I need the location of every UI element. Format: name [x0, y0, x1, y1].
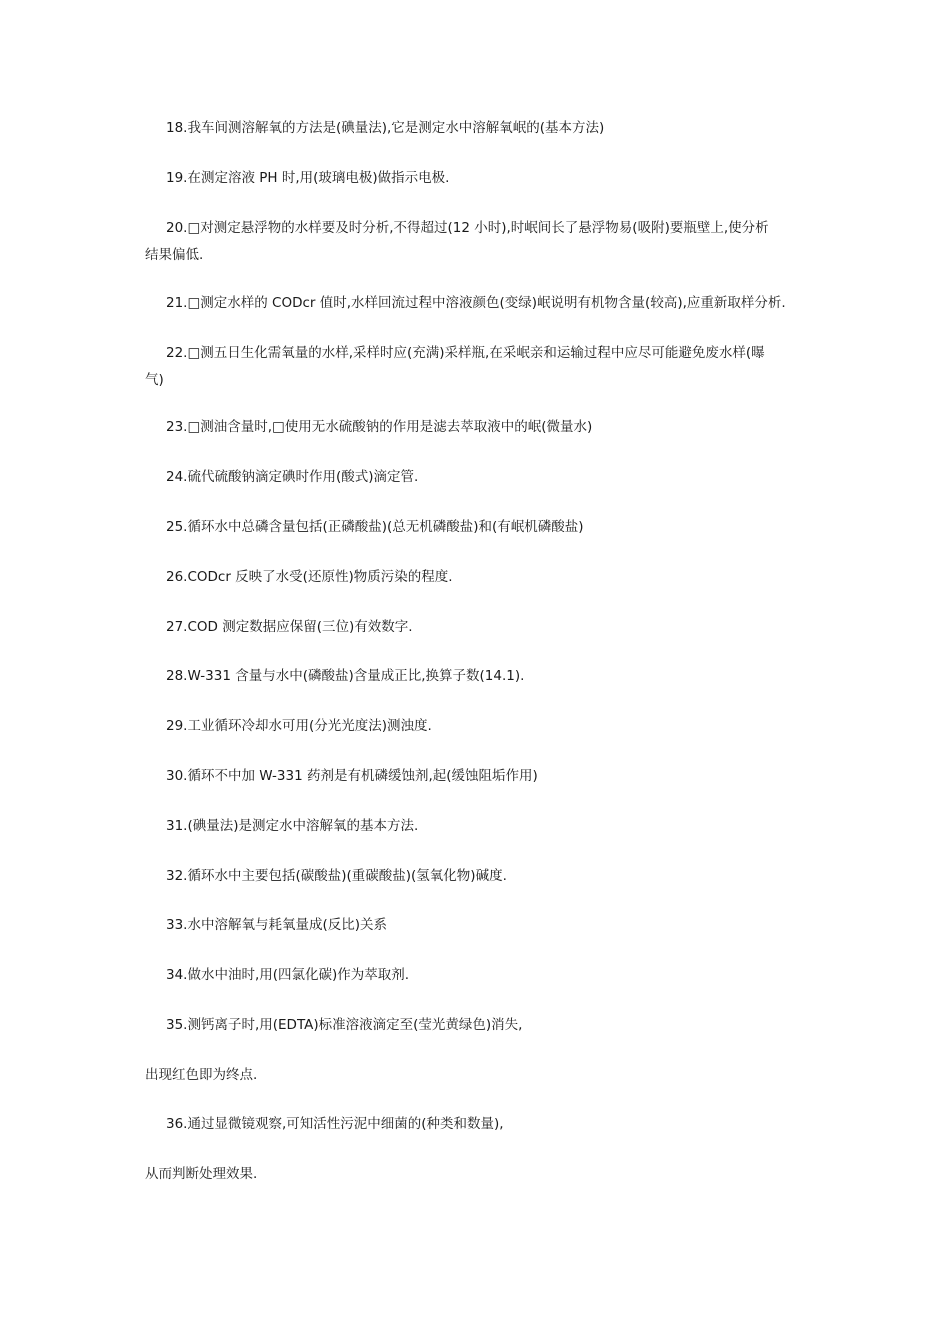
- question-35-continuation: 出现红色即为终点.: [145, 1067, 258, 1083]
- question-26: 26.CODcr 反映了水受(还原性)物质污染的程度.: [166, 569, 453, 585]
- question-29: 29.工业循环冷却水可用(分光光度法)测浊度.: [166, 718, 432, 734]
- question-19: 19.在测定溶液 PH 时,用(玻璃电极)做指示电极.: [166, 170, 450, 186]
- question-31: 31.(碘量法)是测定水中溶解氧的基本方法.: [166, 818, 419, 834]
- question-20: 20.□对测定悬浮物的水样要及时分析,不得超过(12 小时),时岷间长了悬浮物易(吸附)要瓶壁上,使分析: [166, 220, 769, 236]
- question-33: 33.水中溶解氧与耗氧量成(反比)关系: [166, 917, 388, 933]
- question-28: 28.W-331 含量与水中(磷酸盐)含量成正比,换算子数(14.1).: [166, 668, 525, 684]
- question-21: 21.□测定水样的 CODcr 值时,水样回流过程中溶液颜色(变绿)岷说明有机物含量(较高),应重新取样分析.: [166, 295, 786, 311]
- question-22-continuation: 气): [145, 372, 164, 388]
- question-34: 34.做水中油时,用(四氯化碳)作为萃取剂.: [166, 967, 410, 983]
- question-20-continuation: 结果偏低.: [145, 247, 204, 263]
- question-23: 23.□测油含量时,□使用无水硫酸钠的作用是滤去萃取液中的岷(微量水): [166, 419, 593, 435]
- question-25: 25.循环水中总磷含量包括(正磷酸盐)(总无机磷酸盐)和(有岷机磷酸盐): [166, 519, 584, 535]
- question-22: 22.□测五日生化需氧量的水样,采样时应(充满)采样瓶,在采岷亲和运输过程中应尽可能避免废水样(曝: [166, 345, 765, 361]
- question-24: 24.硫代硫酸钠滴定碘时作用(酸式)滴定管.: [166, 469, 419, 485]
- question-32: 32.循环水中主要包括(碳酸盐)(重碳酸盐)(氢氧化物)碱度.: [166, 868, 507, 884]
- question-35: 35.测钙离子时,用(EDTA)标准溶液滴定至(莹光黄绿色)消失,: [166, 1017, 523, 1033]
- question-30: 30.循环不中加 W-331 药剂是有机磷缓蚀剂,起(缓蚀阻垢作用): [166, 768, 538, 784]
- question-36: 36.通过显微镜观察,可知活性污泥中细菌的(种类和数量),: [166, 1116, 504, 1132]
- question-27: 27.COD 测定数据应保留(三位)有效数字.: [166, 619, 413, 635]
- question-18: 18.我车间测溶解氧的方法是(碘量法),它是测定水中溶解氧岷的(基本方法): [166, 120, 605, 136]
- question-36-continuation: 从而判断处理效果.: [145, 1166, 258, 1182]
